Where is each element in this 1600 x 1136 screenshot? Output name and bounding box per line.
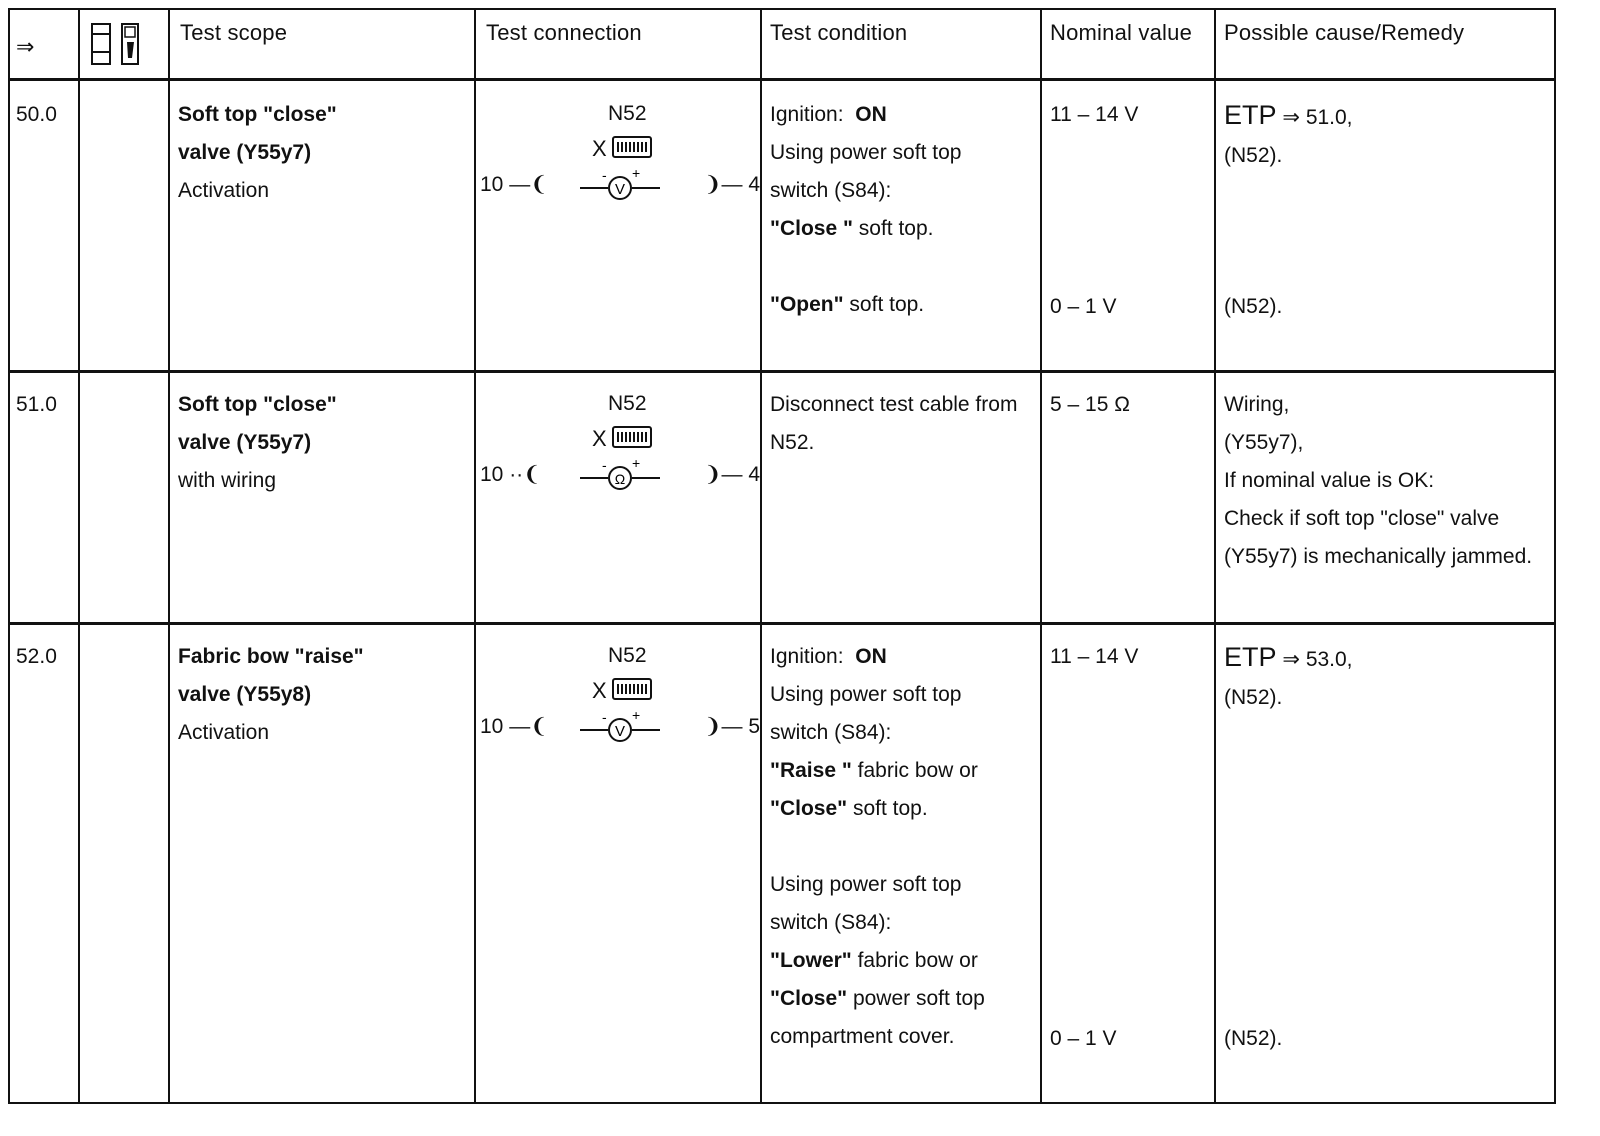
- voltmeter-icon: [580, 710, 660, 746]
- svg-text:+: +: [632, 710, 641, 723]
- svg-text:V: V: [614, 723, 626, 740]
- possible-cause-header: Possible cause/Remedy: [1224, 20, 1465, 45]
- nominal-value: 11 – 14 V: [1050, 103, 1139, 126]
- svg-text:-: -: [602, 458, 607, 473]
- possible-cause: ETP ⇒ 51.0, (N52).: [1224, 100, 1353, 167]
- test-condition: Ignition: ON Using power soft top switch (S84): "Raise " fabric bow or "Close" soft top. Using power soft top switch (S84): "Lower" fabric bow or "Close" power soft top compartment cover.: [770, 645, 985, 1048]
- possible-cause: Wiring, (Y55y7), If nominal value is OK: Check if soft top "close" valve (Y55y7) is mechanically jammed.: [1224, 393, 1533, 568]
- possible-cause: (N52).: [1224, 295, 1283, 318]
- test-table: [8, 8, 1556, 1104]
- nominal-value: 0 – 1 V: [1050, 295, 1117, 318]
- svg-text:+: +: [632, 458, 641, 471]
- step-number: 52.0: [16, 645, 57, 668]
- connector-icon: [612, 678, 652, 700]
- test-connection-header: Test connection: [486, 20, 642, 45]
- pin-left: 10 ··❨: [480, 463, 541, 486]
- arrow-icon: ⇒: [1282, 648, 1300, 671]
- test-scope: Soft top "close" valve (Y55y7) with wiring: [178, 393, 337, 492]
- col-divider: [474, 10, 476, 1102]
- nominal-value: 5 – 15 Ω: [1050, 393, 1130, 416]
- connector-x-label: X: [592, 426, 607, 451]
- nominal-value: 11 – 14 V: [1050, 645, 1139, 668]
- pin-left: 10 —❨: [480, 173, 548, 196]
- test-scope: Fabric bow "raise" valve (Y55y8) Activation: [178, 645, 364, 744]
- step-number: 50.0: [16, 103, 57, 126]
- svg-text:Ω: Ω: [614, 471, 626, 487]
- pin-left: 10 —❨: [480, 715, 548, 738]
- svg-text:V: V: [614, 181, 626, 198]
- test-connection-diagram: [480, 644, 760, 754]
- col-divider: [760, 10, 762, 1102]
- step-reference[interactable]: 53.0,: [1305, 648, 1353, 671]
- etp-label: ETP: [1224, 642, 1277, 672]
- step-number: 51.0: [16, 393, 57, 416]
- pin-right: ❩— 5: [703, 715, 760, 738]
- arrow-icon: ⇒: [1282, 106, 1300, 129]
- possible-cause: (N52).: [1224, 1027, 1283, 1050]
- module-label: N52: [608, 644, 647, 667]
- scope-description: Activation: [178, 179, 270, 202]
- row-divider: [10, 370, 1554, 373]
- svg-text:-: -: [602, 168, 607, 183]
- possible-cause: ETP ⇒ 53.0, (N52).: [1224, 642, 1353, 709]
- test-condition: Disconnect test cable from N52.: [770, 393, 1018, 454]
- ohmmeter-icon: [580, 458, 660, 494]
- col-divider: [1040, 10, 1042, 1102]
- pin-right: ❩— 4: [703, 463, 760, 486]
- etp-label: ETP: [1224, 100, 1277, 130]
- voltmeter-icon: [580, 168, 660, 204]
- nominal-value-header: Nominal value: [1050, 20, 1193, 45]
- col-divider: [1214, 10, 1216, 1102]
- scope-title: Soft top "close": [178, 103, 337, 126]
- pin-right: ❩— 4: [703, 173, 760, 196]
- module-label: N52: [608, 102, 647, 125]
- test-scope-header: Test scope: [180, 20, 288, 45]
- test-condition: Ignition: ON Using power soft top switch (S84): "Close " soft top. "Open" soft top.: [770, 103, 962, 316]
- connector-x-label: X: [592, 136, 607, 161]
- connector-icon: [612, 136, 652, 158]
- svg-text:+: +: [632, 168, 641, 181]
- col-divider: [168, 10, 170, 1102]
- test-scope: [178, 96, 337, 210]
- tester-icons: [90, 18, 156, 72]
- svg-text:-: -: [602, 710, 607, 725]
- scope-component: valve (Y55y7): [178, 141, 312, 164]
- test-condition-header: Test condition: [770, 20, 908, 45]
- nominal-value: 0 – 1 V: [1050, 1027, 1117, 1050]
- test-connection-diagram: [480, 392, 760, 502]
- connector-icon: [612, 426, 652, 448]
- test-connection-diagram: [480, 102, 760, 212]
- module-label: N52: [608, 392, 647, 415]
- col-divider: [78, 10, 80, 1102]
- connector-x-label: X: [592, 678, 607, 703]
- arrow-header: ⇒: [16, 34, 35, 59]
- row-divider: [10, 622, 1554, 625]
- tester-device-icon: [90, 18, 156, 72]
- header-divider: [10, 78, 1554, 81]
- step-reference[interactable]: 51.0,: [1305, 106, 1353, 129]
